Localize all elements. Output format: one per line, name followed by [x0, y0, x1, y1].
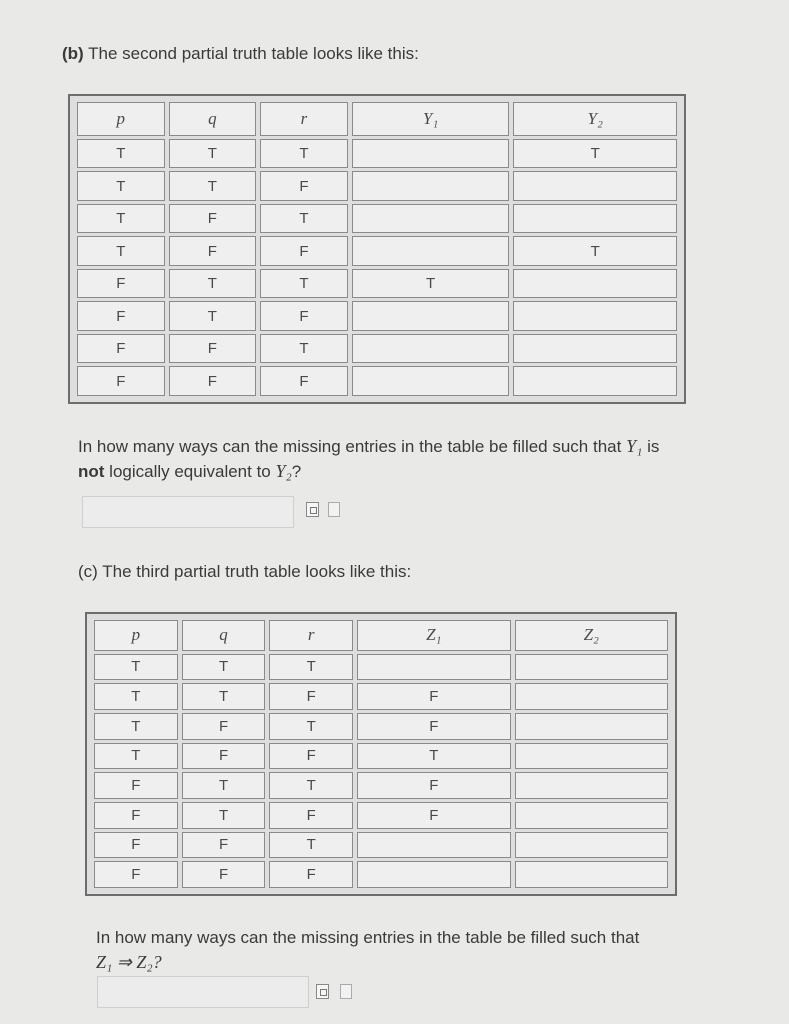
- table-c-header-row: [94, 620, 668, 651]
- cell: F: [260, 236, 348, 266]
- header-r: r: [269, 620, 353, 651]
- cell: T: [77, 171, 165, 201]
- cell: [352, 366, 510, 396]
- table-row: [94, 802, 668, 829]
- cell: T: [182, 654, 266, 681]
- question-implication: Z₁ ⇒ Z₂?: [96, 952, 162, 972]
- table-row: [77, 171, 677, 201]
- cell: [357, 832, 510, 859]
- cell: [515, 654, 668, 681]
- cell: F: [182, 713, 266, 740]
- cell: F: [357, 713, 510, 740]
- cell: T: [260, 204, 348, 234]
- cell: F: [94, 861, 178, 888]
- answer-input-c[interactable]: [97, 976, 309, 1008]
- cell: T: [269, 832, 353, 859]
- part-b-title-text: The second partial truth table looks like this:: [83, 44, 419, 63]
- question-text: In how many ways can the missing entries in the table be filled such that: [78, 437, 627, 456]
- cell: T: [260, 269, 348, 299]
- cell: T: [182, 683, 266, 710]
- cell: F: [357, 683, 510, 710]
- part-c-question: [96, 926, 766, 975]
- cell: F: [357, 772, 510, 799]
- answer-input-b[interactable]: [82, 496, 294, 528]
- cell: [513, 301, 677, 331]
- cell: T: [513, 236, 677, 266]
- cell: [352, 236, 510, 266]
- table-row: [77, 301, 677, 331]
- question-text: In how many ways can the missing entries in the table be filled such that: [96, 928, 640, 947]
- part-c-title: (c) The third partial truth table looks like this:: [78, 562, 412, 581]
- table-row: [94, 713, 668, 740]
- cell: [352, 334, 510, 364]
- cell: F: [269, 861, 353, 888]
- table-row: [77, 269, 677, 299]
- cell: T: [94, 683, 178, 710]
- math-editor-icon[interactable]: [306, 502, 319, 517]
- help-doc-icon[interactable]: [328, 502, 340, 517]
- cell: F: [260, 301, 348, 331]
- cell: T: [352, 269, 510, 299]
- cell: [513, 334, 677, 364]
- cell: [513, 204, 677, 234]
- cell: [515, 772, 668, 799]
- header-p: p: [77, 102, 165, 136]
- cell: [515, 802, 668, 829]
- cell: T: [94, 743, 178, 770]
- cell: F: [94, 772, 178, 799]
- cell: T: [182, 772, 266, 799]
- cell: F: [260, 366, 348, 396]
- header-y1: Y₁: [352, 102, 510, 136]
- part-b-title: [62, 44, 419, 64]
- cell: [515, 743, 668, 770]
- cell: F: [77, 334, 165, 364]
- question-var-y1: Y₁: [626, 436, 643, 456]
- cell: F: [169, 366, 257, 396]
- cell: [357, 861, 510, 888]
- cell: F: [182, 832, 266, 859]
- table-row: [77, 334, 677, 364]
- header-z2: Z₂: [515, 620, 668, 651]
- cell: T: [77, 139, 165, 169]
- cell: T: [260, 334, 348, 364]
- cell: T: [77, 236, 165, 266]
- cell: T: [269, 713, 353, 740]
- cell: T: [513, 139, 677, 169]
- cell: [515, 832, 668, 859]
- cell: T: [94, 654, 178, 681]
- cell: [515, 713, 668, 740]
- table-row: [77, 139, 677, 169]
- cell: F: [169, 236, 257, 266]
- question-text: logically equivalent to: [104, 462, 276, 481]
- cell: T: [269, 654, 353, 681]
- cell: F: [77, 269, 165, 299]
- table-row: [94, 654, 668, 681]
- cell: [513, 171, 677, 201]
- truth-table-c: [85, 612, 677, 896]
- cell: T: [357, 743, 510, 770]
- cell: [515, 683, 668, 710]
- table-row: [94, 683, 668, 710]
- cell: F: [94, 832, 178, 859]
- table-row: [94, 743, 668, 770]
- table-row: [94, 832, 668, 859]
- table-row: [77, 366, 677, 396]
- cell: T: [169, 139, 257, 169]
- cell: [352, 301, 510, 331]
- table-row: [94, 772, 668, 799]
- cell: F: [169, 204, 257, 234]
- cell: F: [357, 802, 510, 829]
- question-text: is: [642, 437, 660, 456]
- table-row: [77, 204, 677, 234]
- cell: T: [260, 139, 348, 169]
- cell: F: [269, 683, 353, 710]
- cell: F: [77, 366, 165, 396]
- cell: [352, 204, 510, 234]
- truth-table-b: [68, 94, 686, 404]
- header-r: r: [260, 102, 348, 136]
- cell: T: [269, 772, 353, 799]
- question-var-y2: Y₂: [275, 461, 292, 481]
- table-b-header-row: [77, 102, 677, 136]
- cell: F: [269, 743, 353, 770]
- header-q: q: [182, 620, 266, 651]
- header-z1: Z₁: [357, 620, 510, 651]
- cell: F: [94, 802, 178, 829]
- cell: [515, 861, 668, 888]
- header-y2: Y₂: [513, 102, 677, 136]
- part-b-label: (b): [62, 44, 84, 63]
- cell: F: [269, 802, 353, 829]
- cell: [513, 366, 677, 396]
- cell: T: [169, 269, 257, 299]
- question-text: ?: [291, 462, 302, 481]
- cell: F: [182, 861, 266, 888]
- cell: T: [182, 802, 266, 829]
- help-doc-icon[interactable]: [340, 984, 352, 999]
- cell: T: [169, 301, 257, 331]
- cell: T: [169, 171, 257, 201]
- part-b-question: [78, 434, 768, 484]
- cell: F: [169, 334, 257, 364]
- cell: [352, 171, 510, 201]
- cell: F: [260, 171, 348, 201]
- cell: T: [94, 713, 178, 740]
- math-editor-icon[interactable]: [316, 984, 329, 999]
- cell: [357, 654, 510, 681]
- question-bold-not: not: [78, 462, 105, 481]
- table-row: [94, 861, 668, 888]
- cell: F: [77, 301, 165, 331]
- cell: [352, 139, 510, 169]
- header-q: q: [169, 102, 257, 136]
- table-row: [77, 236, 677, 266]
- cell: F: [182, 743, 266, 770]
- header-p: p: [94, 620, 178, 651]
- cell: [513, 269, 677, 299]
- cell: T: [77, 204, 165, 234]
